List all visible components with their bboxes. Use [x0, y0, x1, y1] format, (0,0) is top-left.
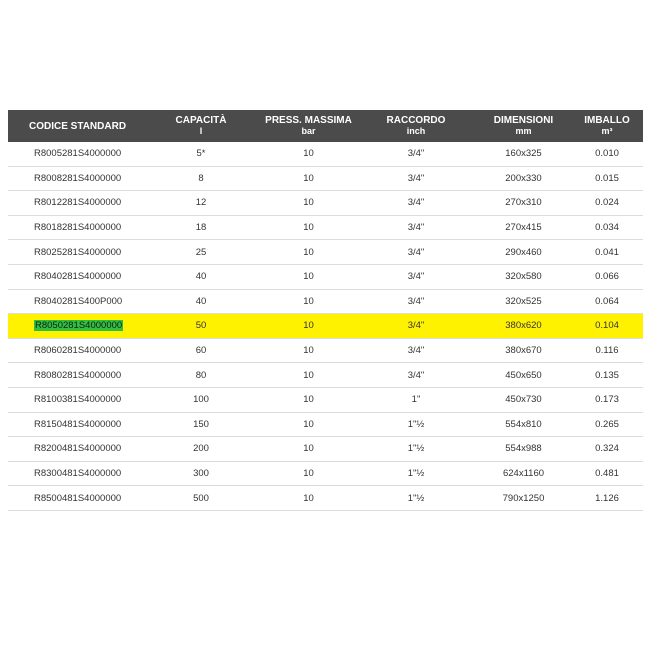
cell-pressione: 10	[261, 363, 356, 388]
cell-imballo: 0.034	[571, 215, 643, 240]
product-code: R8025281S4000000	[34, 246, 122, 258]
table-row	[8, 486, 643, 511]
cell-capacita: 5*	[141, 142, 261, 166]
cell-raccordo: 3/4"	[356, 191, 476, 216]
cell-dimensioni: 624x1160	[476, 461, 571, 486]
cell-raccordo: 1"	[356, 387, 476, 412]
cell-raccordo: 3/4"	[356, 338, 476, 363]
cell-codice	[8, 338, 141, 363]
product-code: R8100381S4000000	[34, 394, 122, 406]
table-row	[8, 240, 643, 265]
cell-codice	[8, 387, 141, 412]
cell-raccordo: 3/4"	[356, 363, 476, 388]
cell-capacita: 300	[141, 461, 261, 486]
table-row	[8, 461, 643, 486]
cell-dimensioni: 270x310	[476, 191, 571, 216]
cell-pressione: 10	[261, 486, 356, 511]
table-row	[8, 191, 643, 216]
cell-pressione: 10	[261, 338, 356, 363]
cell-dimensioni: 270x415	[476, 215, 571, 240]
cell-imballo: 0.024	[571, 191, 643, 216]
cell-raccordo: 3/4"	[356, 215, 476, 240]
cell-dimensioni: 160x325	[476, 142, 571, 166]
cell-imballo: 0.135	[571, 363, 643, 388]
cell-codice	[8, 289, 141, 314]
cell-dimensioni: 380x620	[476, 314, 571, 339]
table-body	[8, 142, 643, 510]
cell-pressione: 10	[261, 437, 356, 462]
cell-raccordo: 3/4"	[356, 289, 476, 314]
header-codice-standard: CODICE STANDARD	[8, 110, 141, 142]
table-row	[8, 314, 643, 339]
cell-dimensioni: 380x670	[476, 338, 571, 363]
cell-imballo: 1.126	[571, 486, 643, 511]
product-code: R8060281S4000000	[34, 345, 122, 357]
cell-imballo: 0.324	[571, 437, 643, 462]
cell-raccordo: 3/4"	[356, 264, 476, 289]
cell-capacita: 40	[141, 264, 261, 289]
table-row	[8, 387, 643, 412]
cell-capacita: 8	[141, 166, 261, 191]
cell-pressione: 10	[261, 264, 356, 289]
cell-capacita: 50	[141, 314, 261, 339]
table-row	[8, 363, 643, 388]
cell-dimensioni: 450x730	[476, 387, 571, 412]
header-dimensioni: DIMENSIONI mm	[476, 110, 571, 142]
table-row	[8, 289, 643, 314]
cell-raccordo: 1"½	[356, 461, 476, 486]
cell-imballo: 0.265	[571, 412, 643, 437]
cell-codice	[8, 166, 141, 191]
cell-capacita: 40	[141, 289, 261, 314]
product-code: R8500481S4000000	[34, 492, 122, 504]
cell-dimensioni: 450x650	[476, 363, 571, 388]
cell-imballo: 0.481	[571, 461, 643, 486]
cell-dimensioni: 320x580	[476, 264, 571, 289]
table-row	[8, 142, 643, 166]
cell-capacita: 150	[141, 412, 261, 437]
cell-imballo: 0.041	[571, 240, 643, 265]
cell-imballo: 0.066	[571, 264, 643, 289]
cell-raccordo: 3/4"	[356, 142, 476, 166]
cell-capacita: 60	[141, 338, 261, 363]
product-table	[8, 110, 643, 511]
cell-pressione: 10	[261, 166, 356, 191]
product-code: R8040281S4000000	[34, 271, 122, 283]
cell-dimensioni: 290x460	[476, 240, 571, 265]
header-capacita: CAPACITÀ l	[141, 110, 261, 142]
cell-raccordo: 3/4"	[356, 314, 476, 339]
cell-capacita: 80	[141, 363, 261, 388]
cell-dimensioni: 790x1250	[476, 486, 571, 511]
cell-capacita: 25	[141, 240, 261, 265]
cell-pressione: 10	[261, 240, 356, 265]
cell-pressione: 10	[261, 289, 356, 314]
header-raccordo: RACCORDO inch	[356, 110, 476, 142]
cell-dimensioni: 200x330	[476, 166, 571, 191]
cell-pressione: 10	[261, 314, 356, 339]
product-code: R8018281S4000000	[34, 222, 122, 234]
header-imballo: IMBALLO m³	[571, 110, 643, 142]
cell-dimensioni: 554x988	[476, 437, 571, 462]
cell-imballo: 0.010	[571, 142, 643, 166]
cell-pressione: 10	[261, 142, 356, 166]
table-row	[8, 166, 643, 191]
product-code: R8200481S4000000	[34, 443, 122, 455]
cell-raccordo: 3/4"	[356, 240, 476, 265]
cell-codice	[8, 264, 141, 289]
product-code: R8005281S4000000	[34, 148, 122, 160]
cell-codice	[8, 363, 141, 388]
table-header-row	[8, 110, 643, 142]
cell-capacita: 200	[141, 437, 261, 462]
cell-pressione: 10	[261, 215, 356, 240]
table-row	[8, 215, 643, 240]
cell-imballo: 0.104	[571, 314, 643, 339]
cell-pressione: 10	[261, 387, 356, 412]
cell-codice	[8, 437, 141, 462]
cell-codice	[8, 461, 141, 486]
cell-codice	[8, 215, 141, 240]
cell-capacita: 18	[141, 215, 261, 240]
cell-codice	[8, 142, 141, 166]
product-code: R8040281S400P000	[34, 295, 123, 307]
cell-capacita: 12	[141, 191, 261, 216]
product-code: R8050281S4000000	[35, 320, 123, 332]
cell-codice	[8, 240, 141, 265]
product-code: R8300481S4000000	[34, 468, 122, 480]
cell-raccordo: 1"½	[356, 412, 476, 437]
product-code: R8012281S4000000	[34, 197, 122, 209]
cell-pressione: 10	[261, 412, 356, 437]
cell-codice	[8, 486, 141, 511]
cell-imballo: 0.015	[571, 166, 643, 191]
product-code: R8150481S4000000	[34, 418, 122, 430]
product-code: R8080281S4000000	[34, 369, 122, 381]
cell-dimensioni: 320x525	[476, 289, 571, 314]
cell-pressione: 10	[261, 461, 356, 486]
cell-imballo: 0.064	[571, 289, 643, 314]
cell-pressione: 10	[261, 191, 356, 216]
cell-raccordo: 1"½	[356, 437, 476, 462]
cell-capacita: 100	[141, 387, 261, 412]
cell-raccordo: 3/4"	[356, 166, 476, 191]
table-row	[8, 412, 643, 437]
cell-codice	[8, 314, 141, 339]
table-row	[8, 264, 643, 289]
cell-imballo: 0.116	[571, 338, 643, 363]
cell-dimensioni: 554x810	[476, 412, 571, 437]
cell-codice	[8, 412, 141, 437]
product-table-container	[8, 110, 643, 511]
product-code: R8008281S4000000	[34, 172, 122, 184]
cell-imballo: 0.173	[571, 387, 643, 412]
cell-capacita: 500	[141, 486, 261, 511]
cell-codice	[8, 191, 141, 216]
table-row	[8, 437, 643, 462]
cell-raccordo: 1"½	[356, 486, 476, 511]
header-press-massima: PRESS. MASSIMA bar	[261, 110, 356, 142]
table-row	[8, 338, 643, 363]
